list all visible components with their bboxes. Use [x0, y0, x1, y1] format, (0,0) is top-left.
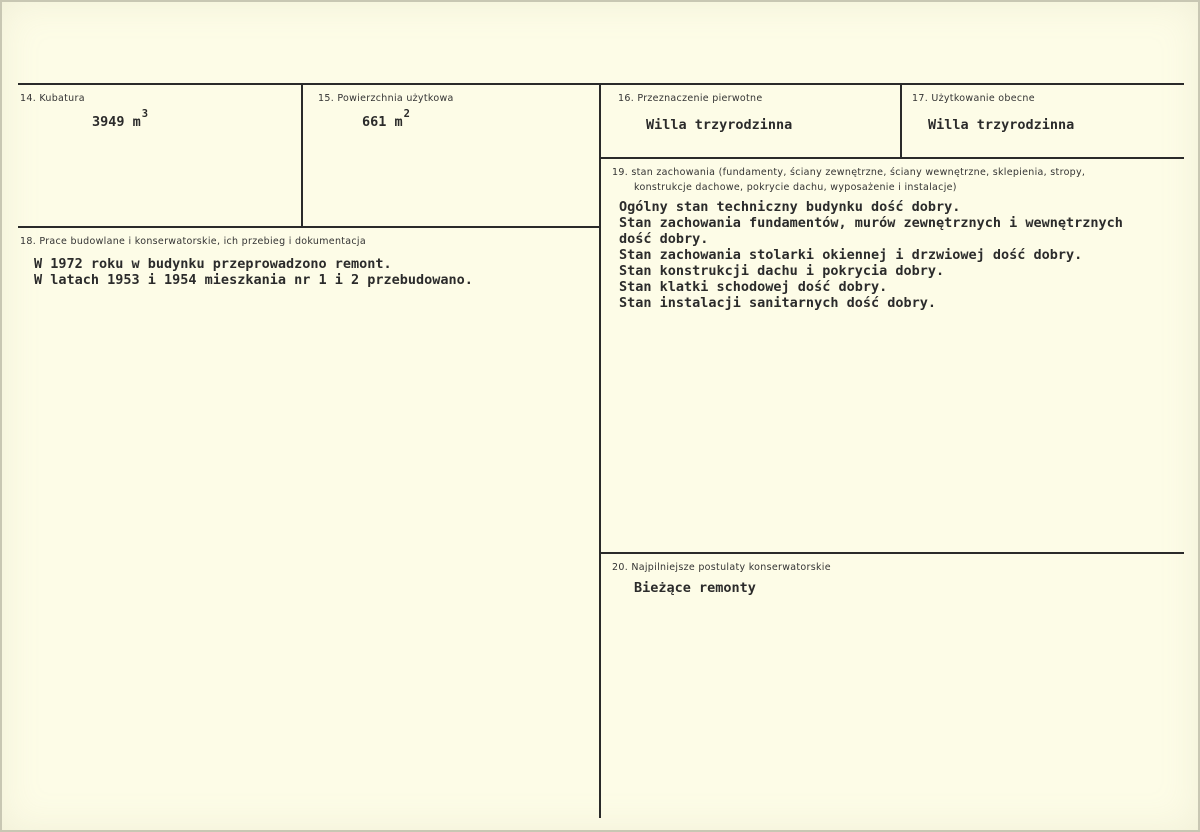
- text-line: W latach 1953 i 1954 mieszkania nr 1 i 2 przebudowano.: [34, 272, 473, 288]
- field-15-value: [362, 108, 410, 131]
- field-15-label: 15. Powierzchnia użytkowa: [318, 93, 454, 104]
- rule-right-row1: [601, 157, 1184, 159]
- text-line: Stan zachowania stolarki okiennej i drzwiowej dość dobry.: [619, 247, 1083, 263]
- powierzchnia-unit-exponent: 2: [403, 108, 410, 120]
- field-19-label-line2: konstrukcje dachowe, pokrycie dachu, wyposażenie i instalacje): [634, 182, 957, 193]
- text-line: Stan konstrukcji dachu i pokrycia dobry.: [619, 263, 945, 279]
- divider-16-17: [900, 85, 902, 158]
- field-14-label: 14. Kubatura: [20, 93, 85, 104]
- text-line: Stan zachowania fundamentów, murów zewnętrznych i wewnętrznych: [619, 215, 1123, 231]
- field-16-label: 16. Przeznaczenie pierwotne: [618, 93, 763, 104]
- field-20-label: 20. Najpilniejsze postulaty konserwatorskie: [612, 562, 831, 573]
- text-line: Stan instalacji sanitarnych dość dobry.: [619, 295, 936, 311]
- kubatura-unit-exponent: 3: [141, 108, 149, 120]
- field-17-value: Willa trzyrodzinna: [928, 117, 1075, 133]
- field-17-label: 17. Użytkowanie obecne: [912, 93, 1035, 104]
- text-line: W 1972 roku w budynku przeprowadzono remont.: [34, 256, 392, 272]
- rule-right-row2: [601, 552, 1184, 554]
- kubatura-number: 3949 m: [92, 114, 141, 130]
- field-20-value: Bieżące remonty: [634, 580, 756, 596]
- text-line: Ogólny stan techniczny budynku dość dobry.: [619, 199, 961, 215]
- field-19-text: [619, 199, 1123, 311]
- field-18-label: 18. Prace budowlane i konserwatorskie, ich przebieg i dokumentacja: [20, 236, 366, 247]
- field-16-value: Willa trzyrodzinna: [646, 117, 793, 133]
- divider-14-15: [301, 85, 303, 227]
- center-divider: [599, 85, 601, 818]
- top-rule: [18, 83, 1184, 85]
- text-line: Stan klatki schodowej dość dobry.: [619, 279, 888, 295]
- powierzchnia-number: 661 m: [362, 114, 403, 130]
- field-14-value: [92, 108, 149, 131]
- text-line: dość dobry.: [619, 231, 709, 247]
- field-18-text: [34, 256, 473, 288]
- rule-left-row1: [18, 226, 600, 228]
- field-19-label-line1: 19. stan zachowania (fundamenty, ściany zewnętrzne, ściany wewnętrzne, sklepienia, stropy,: [612, 167, 1086, 178]
